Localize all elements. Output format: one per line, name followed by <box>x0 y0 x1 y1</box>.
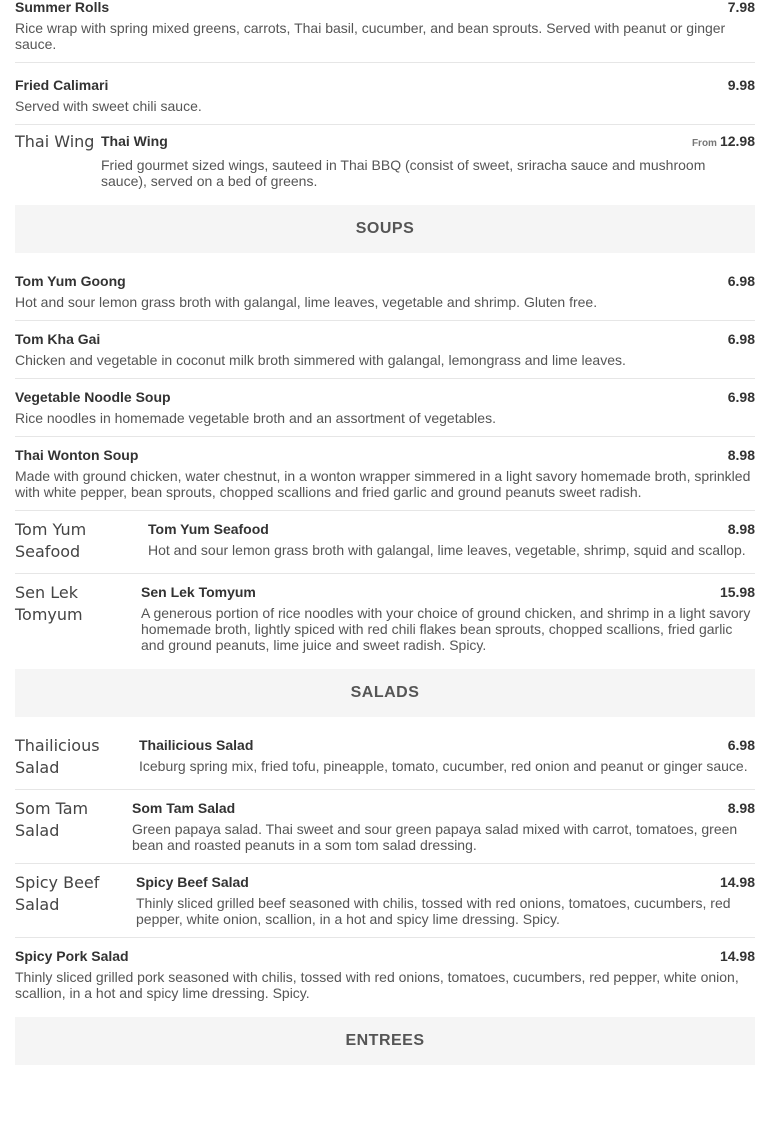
item-price <box>692 131 755 154</box>
section-header-salads: SALADS <box>15 669 755 717</box>
item-description: Fried gourmet sized wings, sauteed in Thai BBQ (consist of sweet, sriracha sauce and mushroom sauce), served on a bed of greens. <box>101 157 706 189</box>
item-price: 6.98 <box>727 273 755 289</box>
item-description: Made with ground chicken, water chestnut, in a wonton wrapper simmered in a light savory homemade broth, sprinkled with white pepper, bean sprouts, chopped scallions and fried garlic and ground peanuts sweet radish. <box>15 468 751 500</box>
menu-item[interactable] <box>15 574 755 663</box>
menu-item[interactable] <box>15 321 755 379</box>
menu-item[interactable] <box>15 864 755 938</box>
item-name: Sen Lek Tomyum <box>141 584 256 600</box>
item-name: Tom Yum Goong <box>15 273 126 289</box>
item-image: Sen Lek Tomyum <box>15 583 83 624</box>
item-name: Spicy Beef Salad <box>136 874 249 890</box>
item-name: Thai Wing <box>101 133 168 149</box>
menu-item[interactable] <box>15 125 755 199</box>
item-price: 8.98 <box>727 800 755 816</box>
menu-item[interactable] <box>15 263 755 321</box>
item-name: Thai Wonton Soup <box>15 447 139 463</box>
price-from-label: From <box>691 138 717 149</box>
item-price: 6.98 <box>727 331 755 347</box>
item-image: Thai Wing <box>15 132 95 151</box>
section-header-soups: SOUPS <box>15 205 755 253</box>
menu-item[interactable] <box>15 379 755 437</box>
item-price: 8.98 <box>727 447 755 463</box>
item-description: Chicken and vegetable in coconut milk broth simmered with galangal, lemongrass and lime leaves. <box>15 352 626 368</box>
item-image: Spicy Beef Salad <box>15 873 100 914</box>
item-price: 9.98 <box>727 77 755 93</box>
item-description: Rice wrap with spring mixed greens, carrots, Thai basil, cucumber, and bean sprouts. Served with peanut or ginger sauce. <box>15 20 726 52</box>
item-name: Summer Rolls <box>15 0 110 15</box>
item-description: Rice noodles in homemade vegetable broth and an assortment of vegetables. <box>15 410 496 426</box>
item-description: Served with sweet chili sauce. <box>15 98 202 114</box>
item-name: Spicy Pork Salad <box>15 948 129 964</box>
item-image: Thailicious Salad <box>15 736 100 777</box>
item-name: Tom Yum Seafood <box>148 521 269 537</box>
item-price: 8.98 <box>727 521 755 537</box>
item-description: Hot and sour lemon grass broth with galangal, lime leaves, vegetable and shrimp. Gluten free. <box>15 294 598 310</box>
item-image: Som Tam Salad <box>15 799 89 840</box>
menu-list <box>15 0 755 1075</box>
item-price: 15.98 <box>719 584 755 600</box>
item-name: Som Tam Salad <box>132 800 236 816</box>
item-description: Thinly sliced grilled pork seasoned with chilis, tossed with red onions, tomatoes, cucumbers, red pepper, white onion, scallion, in a hot and spicy lime dressing. Spicy. <box>15 969 739 1001</box>
menu-item[interactable] <box>15 0 755 63</box>
item-name: Thailicious Salad <box>139 737 254 753</box>
item-description: A generous portion of rice noodles with your choice of ground chicken, and shrimp in a light savory homemade broth, lightly spiced with red chili flakes bean sprouts, chopped scallions, fried garlic and ground peanuts, lime juice and sweet radish. Spicy. <box>141 605 751 653</box>
item-price: 6.98 <box>727 389 755 405</box>
item-name: Fried Calimari <box>15 77 109 93</box>
item-price: 14.98 <box>719 948 755 964</box>
menu-item[interactable] <box>15 437 755 511</box>
item-price: 14.98 <box>719 874 755 890</box>
menu-item[interactable] <box>15 727 755 790</box>
menu-item[interactable] <box>15 790 755 864</box>
menu-item[interactable] <box>15 63 755 125</box>
item-name: Vegetable Noodle Soup <box>15 389 171 405</box>
item-description: Green papaya salad. Thai sweet and sour green papaya salad mixed with carrot, tomatoes, green bean and roasted peanuts in a som tom salad dressing. <box>132 821 738 853</box>
menu-item[interactable] <box>15 938 755 1011</box>
section-header-entrees: ENTREES <box>15 1017 755 1065</box>
item-image: Tom Yum Seafood <box>15 520 87 561</box>
item-description: Thinly sliced grilled beef seasoned with chilis, tossed with red onions, tomatoes, cucumbers, red pepper, white onion, scallion, in a hot and spicy lime dressing. Spicy. <box>136 895 731 927</box>
item-price: 6.98 <box>727 737 755 753</box>
price-value: 12.98 <box>719 133 755 149</box>
item-price: 7.98 <box>727 0 755 15</box>
item-description: Iceburg spring mix, fried tofu, pineapple, tomato, cucumber, red onion and peanut or ginger sauce. <box>139 758 748 774</box>
menu-item[interactable] <box>15 511 755 574</box>
item-description: Hot and sour lemon grass broth with galangal, lime leaves, vegetable, shrimp, squid and scallop. <box>148 542 746 558</box>
item-name: Tom Kha Gai <box>15 331 101 347</box>
